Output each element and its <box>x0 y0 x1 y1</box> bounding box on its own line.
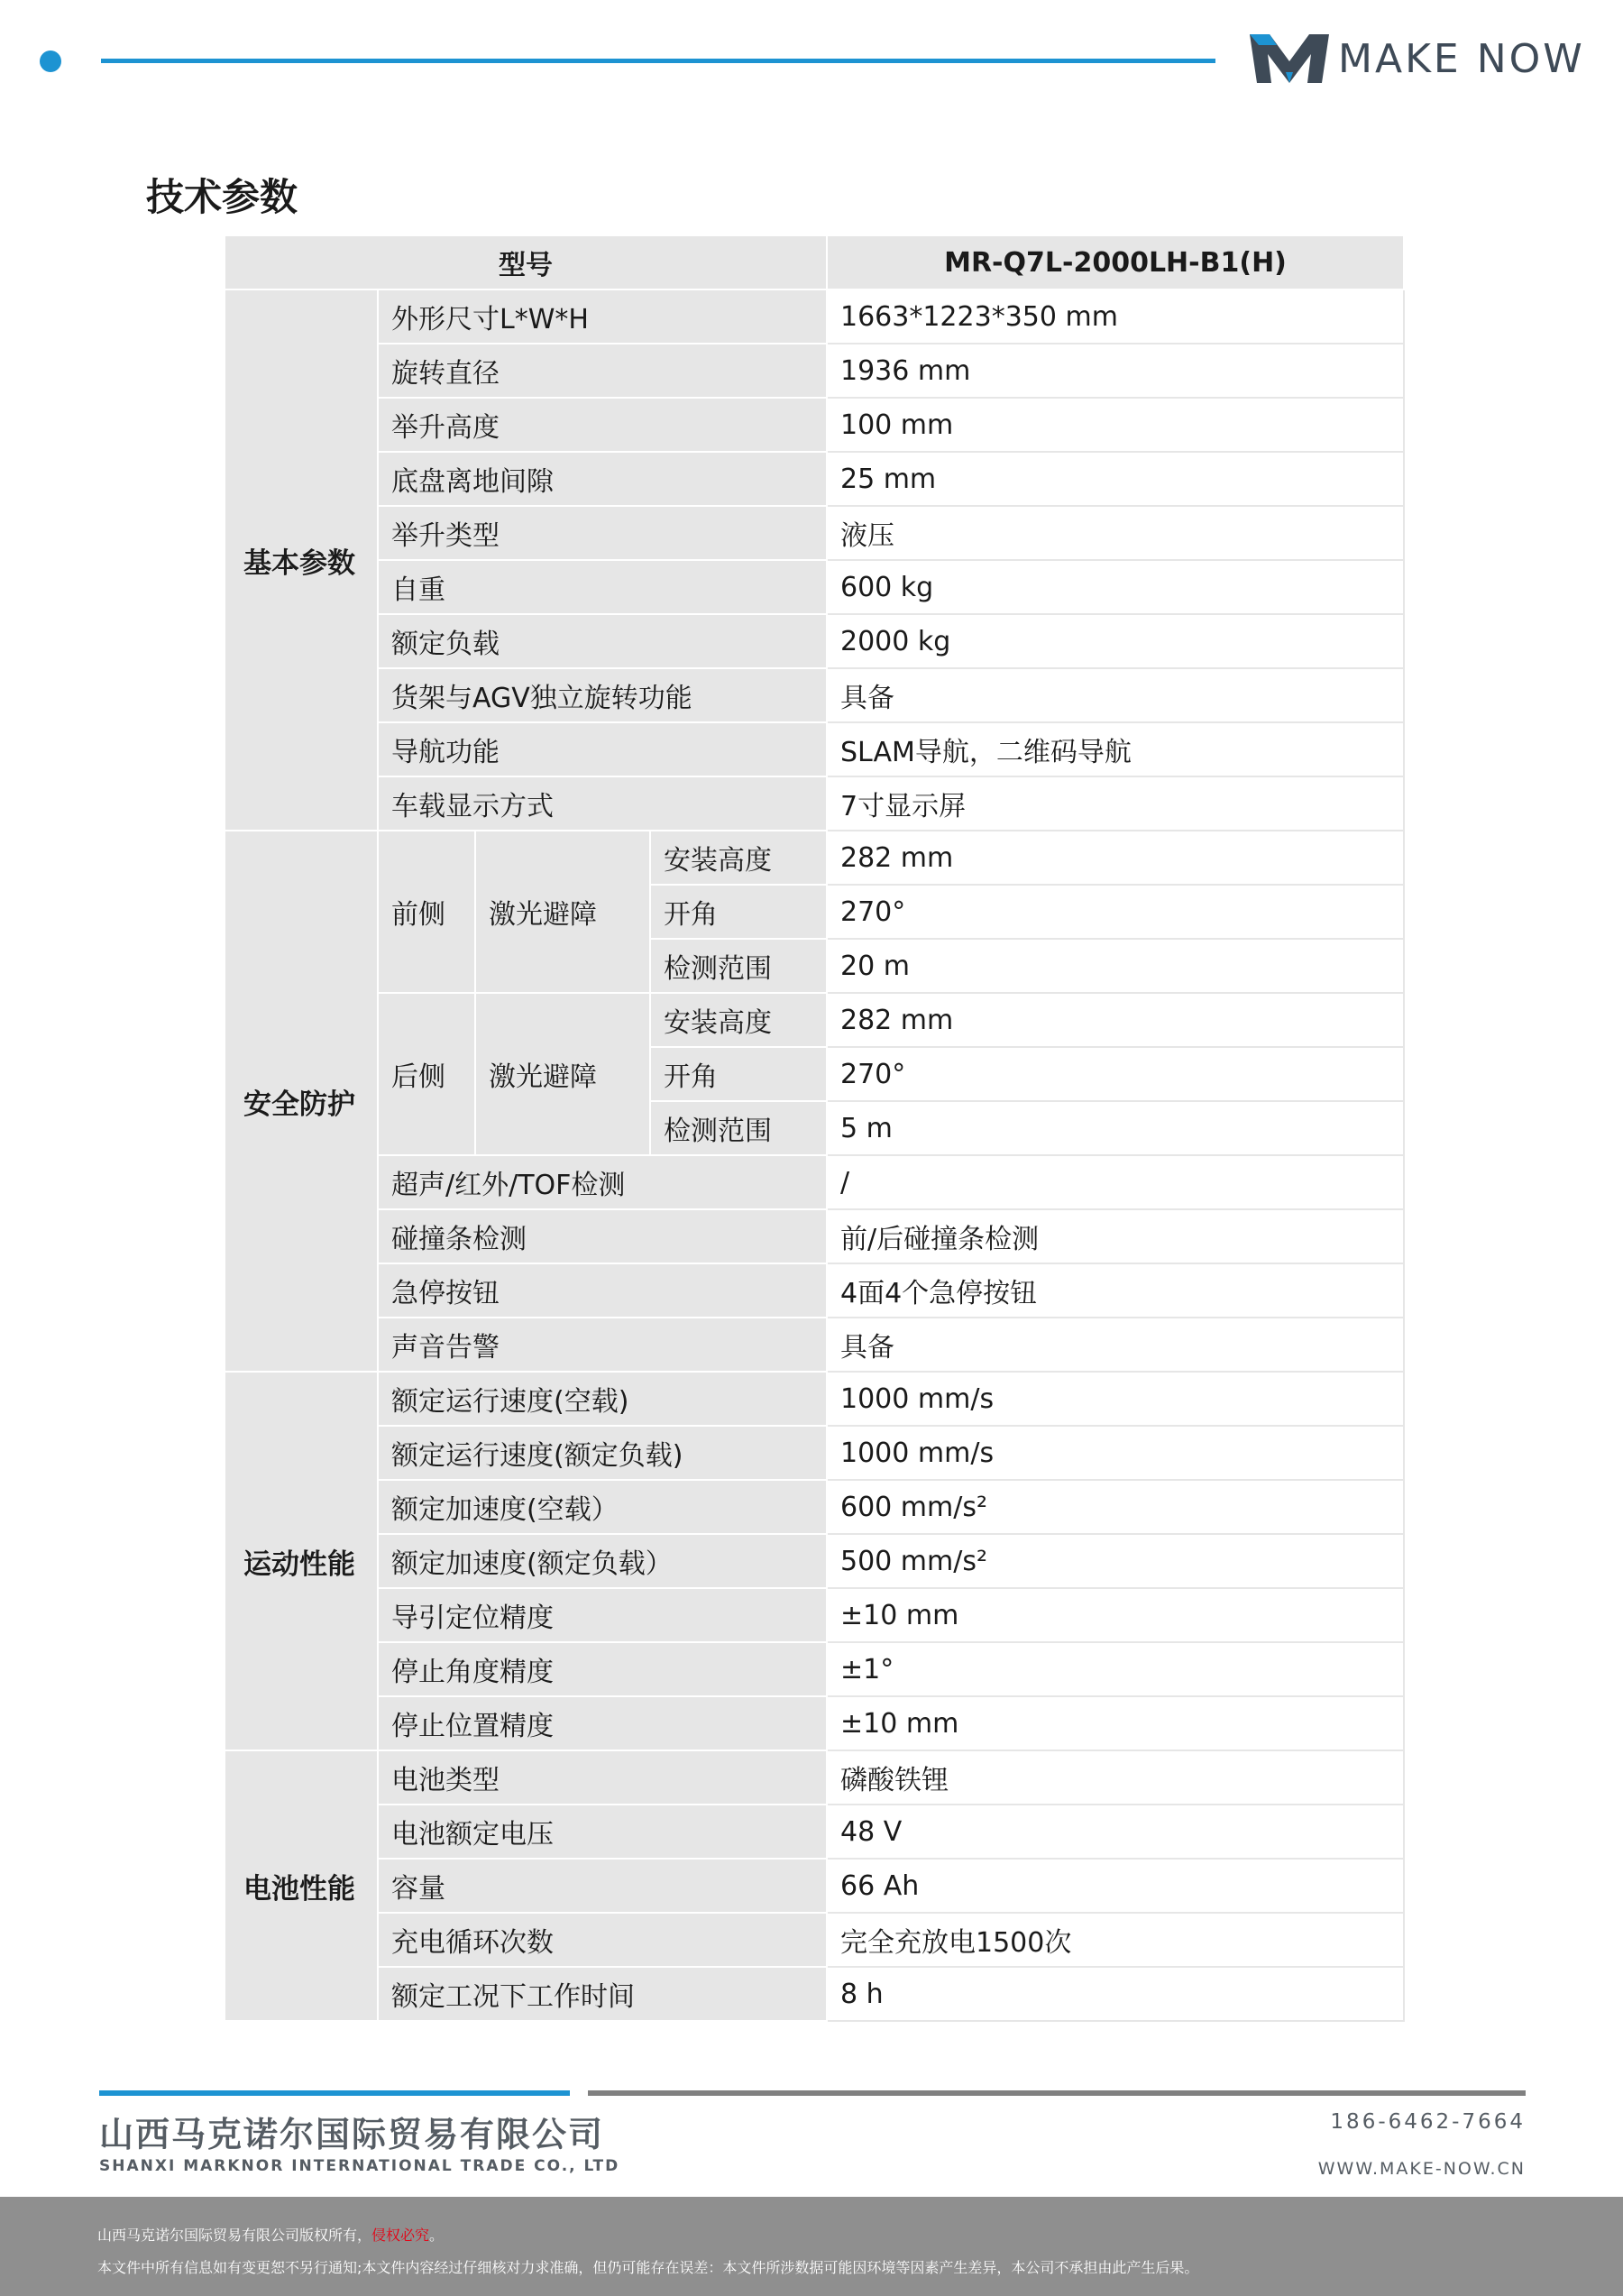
footer-company-name-en: SHANXI MARKNOR INTERNATIONAL TRADE CO., LTD <box>99 2157 620 2175</box>
spec-value: 具备 <box>827 668 1404 722</box>
spec-value: 270° <box>827 885 1404 939</box>
footer-band <box>0 2197 1623 2296</box>
table-row <box>225 452 1404 506</box>
table-row <box>225 1642 1404 1696</box>
table-row <box>225 289 1404 344</box>
table-row <box>225 560 1404 614</box>
spec-label: 举升类型 <box>378 506 827 560</box>
spec-label: 安装高度 <box>650 993 827 1047</box>
copyright-suffix: 。 <box>429 2227 445 2244</box>
spec-value: 100 mm <box>827 398 1404 452</box>
spec-label: 超声/红外/TOF检测 <box>378 1155 827 1209</box>
spec-label: 车载显示方式 <box>378 776 827 831</box>
table-row <box>225 776 1404 831</box>
spec-value: 4面4个急停按钮 <box>827 1263 1404 1318</box>
spec-label: 急停按钮 <box>378 1263 827 1318</box>
group-motion: 运动性能 <box>225 1372 378 1750</box>
spec-label: 开角 <box>650 885 827 939</box>
copyright-prefix: 山西马克诺尔国际贸易有限公司版权所有， <box>97 2227 372 2244</box>
spec-value: 66 Ah <box>827 1859 1404 1913</box>
spec-value: 48 V <box>827 1805 1404 1859</box>
spec-label: 举升高度 <box>378 398 827 452</box>
table-row <box>225 993 1404 1047</box>
table-row <box>225 1534 1404 1588</box>
spec-label: 停止角度精度 <box>378 1642 827 1696</box>
spec-value: 5 m <box>827 1101 1404 1155</box>
spec-label: 旋转直径 <box>378 344 827 398</box>
table-row <box>225 1967 1404 2021</box>
rear-type-label: 激光避障 <box>475 993 650 1155</box>
spec-label: 停止位置精度 <box>378 1696 827 1750</box>
table-row <box>225 831 1404 885</box>
spec-value: 270° <box>827 1047 1404 1101</box>
spec-label: 充电循环次数 <box>378 1913 827 1967</box>
spec-label: 检测范围 <box>650 939 827 993</box>
table-row <box>225 1805 1404 1859</box>
spec-label: 货架与AGV独立旋转功能 <box>378 668 827 722</box>
table-row <box>225 1696 1404 1750</box>
spec-label: 额定加速度(空载） <box>378 1480 827 1534</box>
spec-label: 安装高度 <box>650 831 827 885</box>
spec-label: 额定加速度(额定负载） <box>378 1534 827 1588</box>
spec-value: 20 m <box>827 939 1404 993</box>
spec-value: 1663*1223*350 mm <box>827 289 1404 344</box>
spec-value: 1936 mm <box>827 344 1404 398</box>
group-battery: 电池性能 <box>225 1750 378 2021</box>
table-row <box>225 1859 1404 1913</box>
spec-label: 开角 <box>650 1047 827 1101</box>
table-row <box>225 1372 1404 1426</box>
spec-value: 1000 mm/s <box>827 1372 1404 1426</box>
table-row <box>225 1155 1404 1209</box>
mn-logo-icon <box>1250 31 1329 87</box>
group-basic: 基本参数 <box>225 289 378 831</box>
group-safety: 安全防护 <box>225 831 378 1372</box>
spec-value: 具备 <box>827 1318 1404 1372</box>
spec-label: 底盘离地间隙 <box>378 452 827 506</box>
spec-label: 额定负载 <box>378 614 827 668</box>
spec-value: 7寸显示屏 <box>827 776 1404 831</box>
rear-side-label: 后侧 <box>378 993 475 1155</box>
footer-divider-line <box>588 2090 1526 2096</box>
table-header-row <box>225 235 1404 289</box>
spec-value: 600 mm/s² <box>827 1480 1404 1534</box>
table-row <box>225 1209 1404 1263</box>
spec-value: 前/后碰撞条检测 <box>827 1209 1404 1263</box>
header-accent-dot <box>40 51 61 72</box>
spec-label: 检测范围 <box>650 1101 827 1155</box>
spec-value: ±1° <box>827 1642 1404 1696</box>
front-type-label: 激光避障 <box>475 831 650 993</box>
table-row <box>225 506 1404 560</box>
front-side-label: 前侧 <box>378 831 475 993</box>
spec-value: / <box>827 1155 1404 1209</box>
spec-value: 磷酸铁锂 <box>827 1750 1404 1805</box>
spec-value: 282 mm <box>827 831 1404 885</box>
footer-phone: 186-6462-7664 <box>1330 2110 1526 2134</box>
footer-copyright <box>97 2224 444 2245</box>
footer-company-name: 山西马克诺尔国际贸易有限公司 <box>99 2115 605 2154</box>
spec-value: 25 mm <box>827 452 1404 506</box>
spec-label: 导航功能 <box>378 722 827 776</box>
spec-value: SLAM导航，二维码导航 <box>827 722 1404 776</box>
footer-website[interactable]: WWW.MAKE-NOW.CN <box>1317 2159 1526 2179</box>
spec-label: 自重 <box>378 560 827 614</box>
spec-label: 外形尺寸L*W*H <box>378 289 827 344</box>
table-row <box>225 1426 1404 1480</box>
spec-label: 电池额定电压 <box>378 1805 827 1859</box>
spec-value: 500 mm/s² <box>827 1534 1404 1588</box>
spec-label: 导引定位精度 <box>378 1588 827 1642</box>
table-row <box>225 614 1404 668</box>
table-row <box>225 1588 1404 1642</box>
brand-logo <box>1250 31 1592 87</box>
header-accent-line <box>101 59 1215 63</box>
spec-value: ±10 mm <box>827 1588 1404 1642</box>
spec-label: 电池类型 <box>378 1750 827 1805</box>
spec-value: 液压 <box>827 506 1404 560</box>
table-row <box>225 1750 1404 1805</box>
spec-label: 声音告警 <box>378 1318 827 1372</box>
model-label: 型号 <box>225 235 827 289</box>
spec-value: 282 mm <box>827 993 1404 1047</box>
copyright-warning: 侵权必究 <box>371 2227 430 2244</box>
spec-label: 额定运行速度(额定负载) <box>378 1426 827 1480</box>
spec-value: ±10 mm <box>827 1696 1404 1750</box>
spec-label: 容量 <box>378 1859 827 1913</box>
spec-label: 额定工况下工作时间 <box>378 1967 827 2021</box>
spec-value: 8 h <box>827 1967 1404 2021</box>
table-row <box>225 344 1404 398</box>
table-row <box>225 1913 1404 1967</box>
footer-disclaimer: 本文件中所有信息如有变更恕不另行通知;本文件内容经过仔细核对力求准确，但仍可能存在误差：本文件所涉数据可能因环境等因素产生差异，本公司不承担由此产生后果。 <box>97 2259 1199 2276</box>
page-title: 技术参数 <box>146 175 298 219</box>
table-row <box>225 722 1404 776</box>
spec-value: 完全充放电1500次 <box>827 1913 1404 1967</box>
spec-value: 1000 mm/s <box>827 1426 1404 1480</box>
logo-text: MAKE NOW <box>1338 35 1585 82</box>
spec-label: 额定运行速度(空载) <box>378 1372 827 1426</box>
spec-value: 2000 kg <box>827 614 1404 668</box>
spec-value: 600 kg <box>827 560 1404 614</box>
table-row <box>225 1318 1404 1372</box>
footer-accent-line <box>99 2090 570 2096</box>
table-row <box>225 398 1404 452</box>
spec-table <box>224 234 1405 2022</box>
table-row <box>225 1480 1404 1534</box>
spec-label: 碰撞条检测 <box>378 1209 827 1263</box>
model-value: MR-Q7L-2000LH-B1(H) <box>827 235 1404 289</box>
table-row <box>225 1263 1404 1318</box>
table-row <box>225 668 1404 722</box>
